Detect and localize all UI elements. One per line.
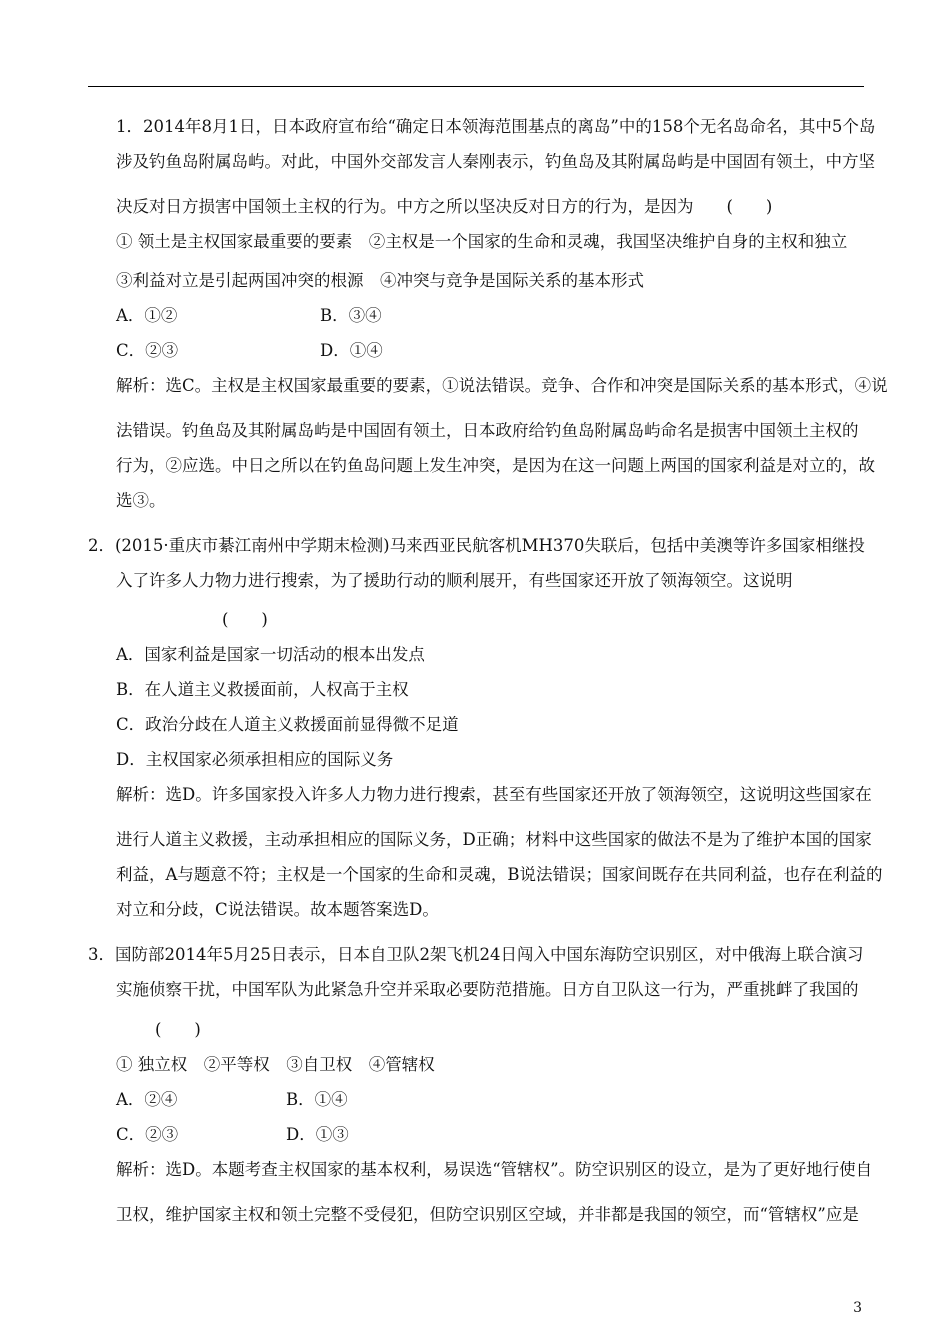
line: A．国家利益是国家一切活动的根本出发点 (116, 645, 425, 664)
line: B．①④ (286, 1090, 348, 1109)
line: ( ) (222, 610, 268, 629)
line: 进行人道主义救援，主动承担相应的国际义务，D正确；材料中这些国家的做法不是为了维护本国的国家 (116, 830, 872, 849)
line: 法错误。钓鱼岛及其附属岛屿是中国固有领土，日本政府给钓鱼岛附属岛屿命名是损害中国领土主权的 (116, 421, 859, 440)
line: C．②③ (116, 1125, 179, 1144)
line: D．①③ (286, 1125, 349, 1144)
line: A．②④ (116, 1090, 178, 1109)
line: 选③。 (116, 491, 166, 510)
line: 解析：选D。许多国家投入许多人力物力进行搜索，甚至有些国家还开放了领海领空，这说明这些国家在 (116, 785, 872, 804)
line: 实施侦察干扰，中国军队为此紧急升空并采取必要防范措施。日方自卫队这一行为，严重挑衅了我国的 (116, 980, 859, 999)
line: ① 领土是主权国家最重要的要素 ②主权是一个国家的生命和灵魂，我国坚决维护自身的主权和独立 (116, 232, 848, 251)
line: 入了许多人力物力进行搜索，为了援助行动的顺利展开，有些国家还开放了领海领空。这说明 (116, 571, 793, 590)
line: C．②③ (116, 341, 179, 360)
line: D．①④ (320, 341, 383, 360)
line: 解析：选C。主权是主权国家最重要的要素，①说法错误。竞争、合作和冲突是国际关系的基本形式，④说 (116, 376, 888, 395)
line: 解析：选D。本题考查主权国家的基本权利，易误选“管辖权”。防空识别区的设立，是为了更好地行使自 (116, 1160, 873, 1179)
line: 利益，A与题意不符；主权是一个国家的生命和灵魂，B说法错误；国家间既存在共同利益，也存在利益的 (116, 865, 883, 884)
line: A．①② (116, 306, 178, 325)
line: ③利益对立是引起两国冲突的根源 ④冲突与竞争是国际关系的基本形式 (116, 271, 644, 290)
line: 2．(2015·重庆市綦江南州中学期末检测)马来西亚民航客机MH370失联后，包括中美澳等许多国家相继投 (88, 536, 865, 555)
line: 卫权，维护国家主权和领土完整不受侵犯，但防空识别区空域，并非都是我国的领空，而“管辖权”应是 (116, 1205, 859, 1224)
line: 涉及钓鱼岛附属岛屿。对此，中国外交部发言人秦刚表示，钓鱼岛及其附属岛屿是中国固有领土，中方坚 (116, 152, 875, 171)
page-number: 3 (853, 1300, 862, 1316)
line: B．在人道主义救援面前，人权高于主权 (116, 680, 409, 699)
line: ① 独立权 ②平等权 ③自卫权 ④管辖权 (116, 1055, 435, 1074)
line: 决反对日方损害中国领土主权的行为。中方之所以坚决反对日方的行为，是因为 ( ) (116, 197, 773, 216)
line: 1．2014年8月1日，日本政府宣布给“确定日本领海范围基点的离岛”中的158个无名岛命名，其中5个岛 (116, 117, 876, 136)
header-rule (88, 86, 864, 87)
line: 3．国防部2014年5月25日表示，日本自卫队2架飞机24日闯入中国东海防空识别区，对中俄海上联合演习 (88, 945, 864, 964)
line: C．政治分歧在人道主义救援面前显得微不足道 (116, 715, 459, 734)
line: B．③④ (320, 306, 382, 325)
line: 对立和分歧，C说法错误。故本题答案选D。 (116, 900, 439, 919)
line: 行为，②应选。中日之所以在钓鱼岛问题上发生冲突，是因为在这一问题上两国的国家利益是对立的，故 (116, 456, 875, 475)
line: D．主权国家必须承担相应的国际义务 (116, 750, 394, 769)
line: ( ) (155, 1020, 201, 1039)
